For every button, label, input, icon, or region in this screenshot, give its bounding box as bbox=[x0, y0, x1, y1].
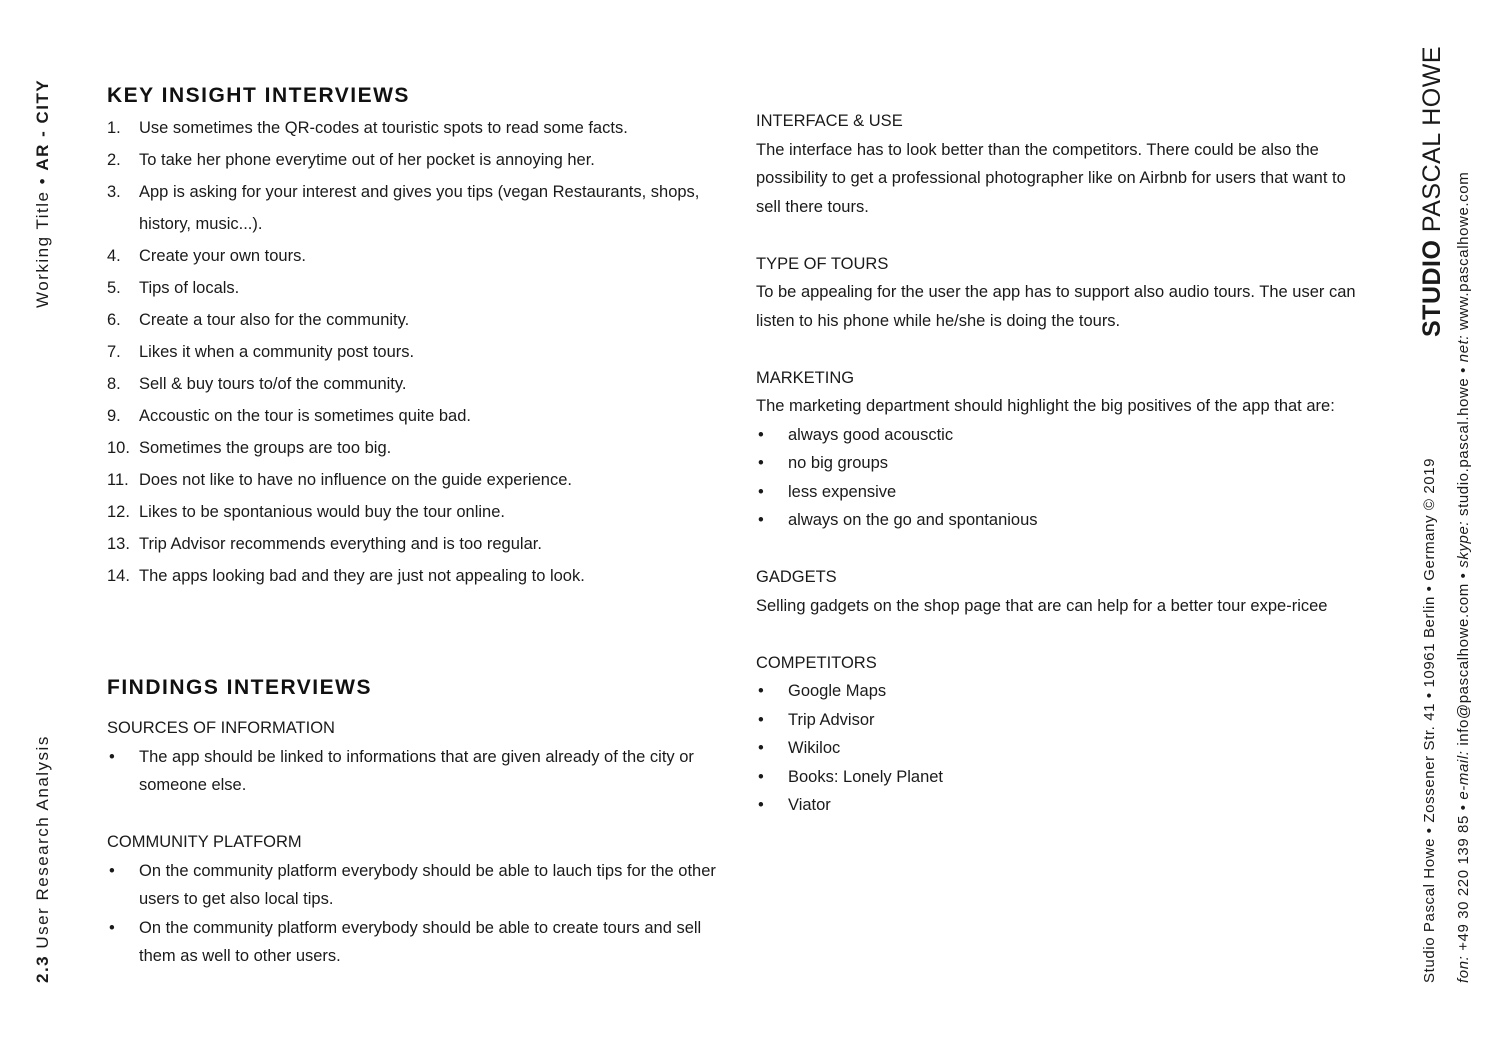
findings-column bbox=[107, 714, 722, 971]
list-item: 10. Sometimes the groups are too big. bbox=[107, 439, 392, 457]
competitors-label: COMPETITORS bbox=[756, 653, 877, 672]
studio-logo-bold: STUDIO bbox=[1418, 239, 1446, 337]
working-title-label: Working Title • bbox=[33, 170, 52, 308]
list-item: 8. Sell & buy tours to/of the community. bbox=[107, 375, 407, 393]
working-title bbox=[33, 79, 53, 308]
right-column bbox=[756, 107, 1361, 820]
list-item: • Wikiloc bbox=[756, 734, 1361, 763]
list-item: 1. Use sometimes the QR-codes at touristic spots to read some facts. bbox=[107, 119, 628, 137]
list-item: 4. Create your own tours. bbox=[107, 247, 306, 265]
list-item: • always on the go and spontanious bbox=[756, 506, 1361, 535]
fon-value: +49 30 220 139 85 • bbox=[1455, 799, 1472, 956]
list-item: • Trip Advisor bbox=[756, 706, 1361, 735]
list-item: • always good acousctic bbox=[756, 421, 1361, 450]
interface-label: INTERFACE & USE bbox=[756, 112, 903, 130]
list-item: 13. Trip Advisor recommends everything and is too regular. bbox=[107, 535, 542, 553]
fon-label: fon: bbox=[1455, 955, 1472, 983]
list-item: 2. To take her phone everytime out of her pocket is annoying her. bbox=[107, 151, 595, 169]
marketing-text: The marketing department should highlight the big positives of the app that are: bbox=[756, 397, 1335, 415]
list-item: 9. Accoustic on the tour is sometimes quite bad. bbox=[107, 407, 471, 425]
list-item: 7. Likes it when a community post tours. bbox=[107, 343, 415, 361]
tours-text: To be appealing for the user the app has to support also audio tours. The user can listen to his phone while he/she is doing the tours. bbox=[756, 283, 1356, 330]
list-item: 11. Does not like to have no influence on the guide experience. bbox=[107, 471, 572, 489]
gadgets-text: Selling gadgets on the shop page that are can help for a better tour expe-ricee bbox=[756, 596, 1328, 615]
list-item: • Google Maps bbox=[756, 677, 1361, 706]
net-value: www.pascalhowe.com bbox=[1455, 171, 1472, 335]
section-number: 2.3 bbox=[33, 954, 52, 983]
sources-list bbox=[107, 743, 722, 800]
key-insights-list-wrap bbox=[107, 112, 707, 592]
key-insights-list bbox=[107, 112, 707, 592]
key-insights-title: KEY INSIGHT INTERVIEWS bbox=[107, 84, 410, 107]
community-label: COMMUNITY PLATFORM bbox=[107, 833, 302, 851]
tours-label: TYPE OF TOURS bbox=[756, 254, 889, 273]
list-item: • no big groups bbox=[756, 449, 1361, 478]
interface-text: The interface has to look better than the competitors. There could be also the possibility to get a professional photographer like on Airbnb for users that want to sell there tours. bbox=[756, 140, 1346, 216]
list-item: 14. The apps looking bad and they are just not appealing to look. bbox=[107, 567, 585, 585]
email-label: e-mail: bbox=[1455, 750, 1472, 800]
studio-logo-light: PASCAL HOWE bbox=[1418, 46, 1446, 240]
list-item: • On the community platform everybody should be able to create tours and sell them as well to other users. bbox=[107, 914, 722, 971]
net-label: net: bbox=[1455, 334, 1472, 363]
gadgets-label: GADGETS bbox=[756, 568, 837, 586]
marketing-list bbox=[756, 421, 1361, 535]
list-item: 12. Likes to be spontanious would buy the tour online. bbox=[107, 503, 505, 521]
sources-label: SOURCES OF INFORMATION bbox=[107, 719, 335, 737]
list-item: 6. Create a tour also for the community. bbox=[107, 311, 410, 329]
list-item: • less expensive bbox=[756, 478, 1361, 507]
studio-logo bbox=[1418, 46, 1447, 337]
section-label bbox=[33, 735, 53, 983]
list-item: • Books: Lonely Planet bbox=[756, 763, 1361, 792]
list-item: • On the community platform everybody should be able to lauch tips for the other users to get also local tips. bbox=[107, 857, 722, 914]
list-item: 3. App is asking for your interest and gives you tips (vegan Restaurants, shops, history, music...). bbox=[107, 183, 700, 233]
marketing-label: MARKETING bbox=[756, 368, 855, 387]
list-item: 5. Tips of locals. bbox=[107, 279, 240, 297]
studio-contact bbox=[1455, 172, 1472, 983]
list-item: • Viator bbox=[756, 791, 1361, 820]
skype-value: studio.pascal.howe • bbox=[1455, 362, 1472, 521]
findings-title: FINDINGS INTERVIEWS bbox=[107, 676, 372, 699]
competitors-list bbox=[756, 677, 1361, 820]
skype-label: skype: bbox=[1455, 520, 1472, 568]
studio-address: Studio Pascal Howe • Zossener Str. 41 • 10961 Berlin • Germany © 2019 bbox=[1421, 457, 1438, 983]
project-name: AR - CITY bbox=[33, 78, 52, 171]
community-list bbox=[107, 857, 722, 971]
list-item: • The app should be linked to informations that are given already of the city or someone else. bbox=[107, 743, 722, 800]
email-value: info@pascalhowe.com • bbox=[1455, 567, 1472, 751]
section-title: User Research Analysis bbox=[33, 735, 52, 955]
